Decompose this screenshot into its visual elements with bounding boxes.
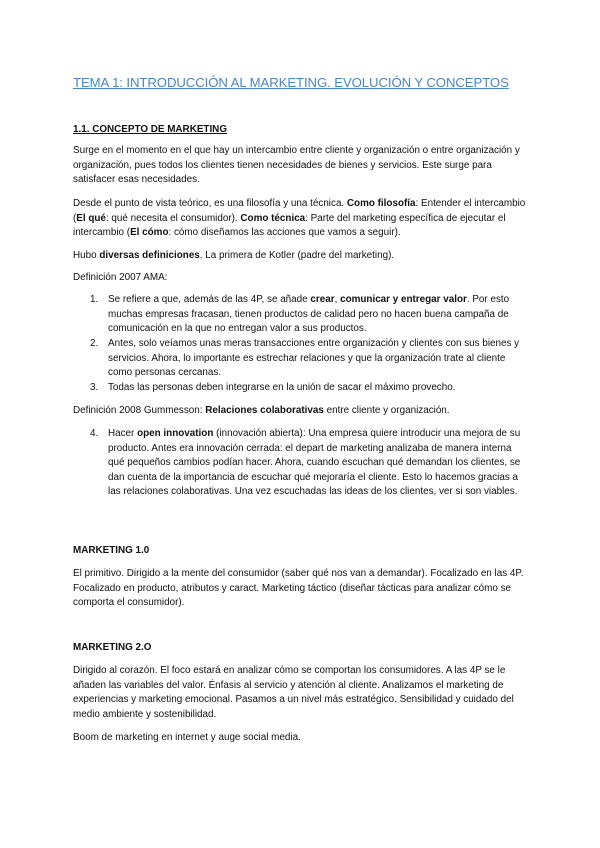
text-run: entre cliente y organización. xyxy=(323,405,450,416)
text-run: Se refiere a que, además de las 4P, se añade xyxy=(108,294,311,305)
text-run: Hacer xyxy=(108,428,138,439)
marketing-2-heading xyxy=(73,641,528,656)
bold-term: diversas definiciones xyxy=(99,250,200,261)
marketing-2-paragraph-boom: Boom de marketing en internet y auge social media. xyxy=(73,732,301,743)
bold-term: Como técnica xyxy=(240,212,306,224)
paragraph-intro: Surge en el momento en el que hay un intercambio entre cliente y organización o entre organización y organización, pues todos los clientes tienen necesidades de bienes y servicios. Este surge para satisfacer esas necesidades. xyxy=(73,145,520,186)
text-run: Desde el punto de vista teórico, es una filosofía y una técnica. xyxy=(73,198,347,209)
text-run: . Por esto muchas empresas fracasan, tienen productos de calidad pero no hacen buena campaña de comunicación en la que no entregan valor a sus productos. xyxy=(108,294,510,335)
bold-term: crear xyxy=(310,294,335,305)
list-number: 1. xyxy=(90,294,99,305)
text-run: Definición 2008 Gummesson: xyxy=(73,405,206,416)
heading-text: MARKETING 1.0 xyxy=(73,545,150,556)
text-run: : Parte del marketing específica de ejecutar el intercambio ( xyxy=(73,212,506,239)
marketing-2-paragraph: Dirigido al corazón. El foco estará en analizar cómo se comportan los consumidores. A las 4P se le añaden las variables del valor. Énfasis al servicio y atención al cliente. Analizamos el marketing de experiencias y marketing emocional. Pasamos a un nivel más estratégico. Sensibilidad y cuidado del medio ambiente y sostenibilidad. xyxy=(73,665,514,720)
paragraph-definiciones xyxy=(73,249,528,264)
bold-term: Como filosofía xyxy=(346,198,416,209)
list-item-text xyxy=(108,293,526,337)
bold-term: El cómo xyxy=(130,227,169,239)
page-title: TEMA 1: INTRODUCCIÓN AL MARKETING. EVOLUCIÓN Y CONCEPTOS xyxy=(73,75,509,90)
list-item-text: Antes, solo veíamos unas meras transacciones entre organización y clientes con sus bienes y servicios. Ahora, lo importante es estrechar relaciones y que la organización trate al cliente como personas cercanas. xyxy=(108,338,520,379)
list-number: 4. xyxy=(90,428,99,439)
list-item-text xyxy=(108,427,526,500)
bold-term: El qué xyxy=(76,212,106,224)
paragraph-ama: Definición 2007 AMA: xyxy=(73,272,168,283)
list-number: 3. xyxy=(90,382,99,393)
text-run: . La primera de Kotler (padre del marketing). xyxy=(199,250,395,261)
text-run: : Entender el intercambio ( xyxy=(73,198,526,224)
text-run: (innovación abierta): Una empresa quiere introducir una mejora de su producto. Antes era innovación cerrada: el depart de marketing analizaba de manera interna qué pequeños cambios podían hacer. Ahora, cuando escuchan qué demandan los clientes, se dan cuenta de la importancia de escuchar qué mejoraría el cliente. Esto lo hacemos gracias a las relaciones colaborativas. Una vez escuchadas las ideas de los clientes, ver si son viables. xyxy=(108,428,521,498)
section-heading-text: 1.1. CONCEPTO DE MARKETING xyxy=(73,124,227,135)
section-heading xyxy=(73,123,528,138)
bold-term: open innovation xyxy=(137,428,214,439)
paragraph-gummesson xyxy=(73,404,528,419)
bold-term: Relaciones colaborativas xyxy=(205,405,324,416)
text-run: : cómo diseñamos las acciones que vamos a seguir). xyxy=(168,227,401,239)
paragraph-filosofia-tecnica xyxy=(73,197,528,241)
bold-term: comunicar y entregar valor xyxy=(340,294,467,305)
text-run: , xyxy=(334,294,341,305)
heading-text: MARKETING 2.O xyxy=(73,642,152,653)
list-item-text: Todas las personas deben integrarse en la unión de sacar el máximo provecho. xyxy=(108,382,456,393)
text-run: : qué necesita el consumidor). xyxy=(105,212,241,224)
marketing-1-heading xyxy=(73,544,528,559)
text-run: Hubo xyxy=(73,250,100,261)
marketing-1-paragraph: El primitivo. Dirigido a la mente del consumidor (saber qué nos van a demandar). Focalizado en las 4P. Focalizado en producto, atributos y caract. Marketing táctico (diseñar tácticas para analizar cómo se comporta el consumidor). xyxy=(73,568,524,609)
list-number: 2. xyxy=(90,338,99,349)
